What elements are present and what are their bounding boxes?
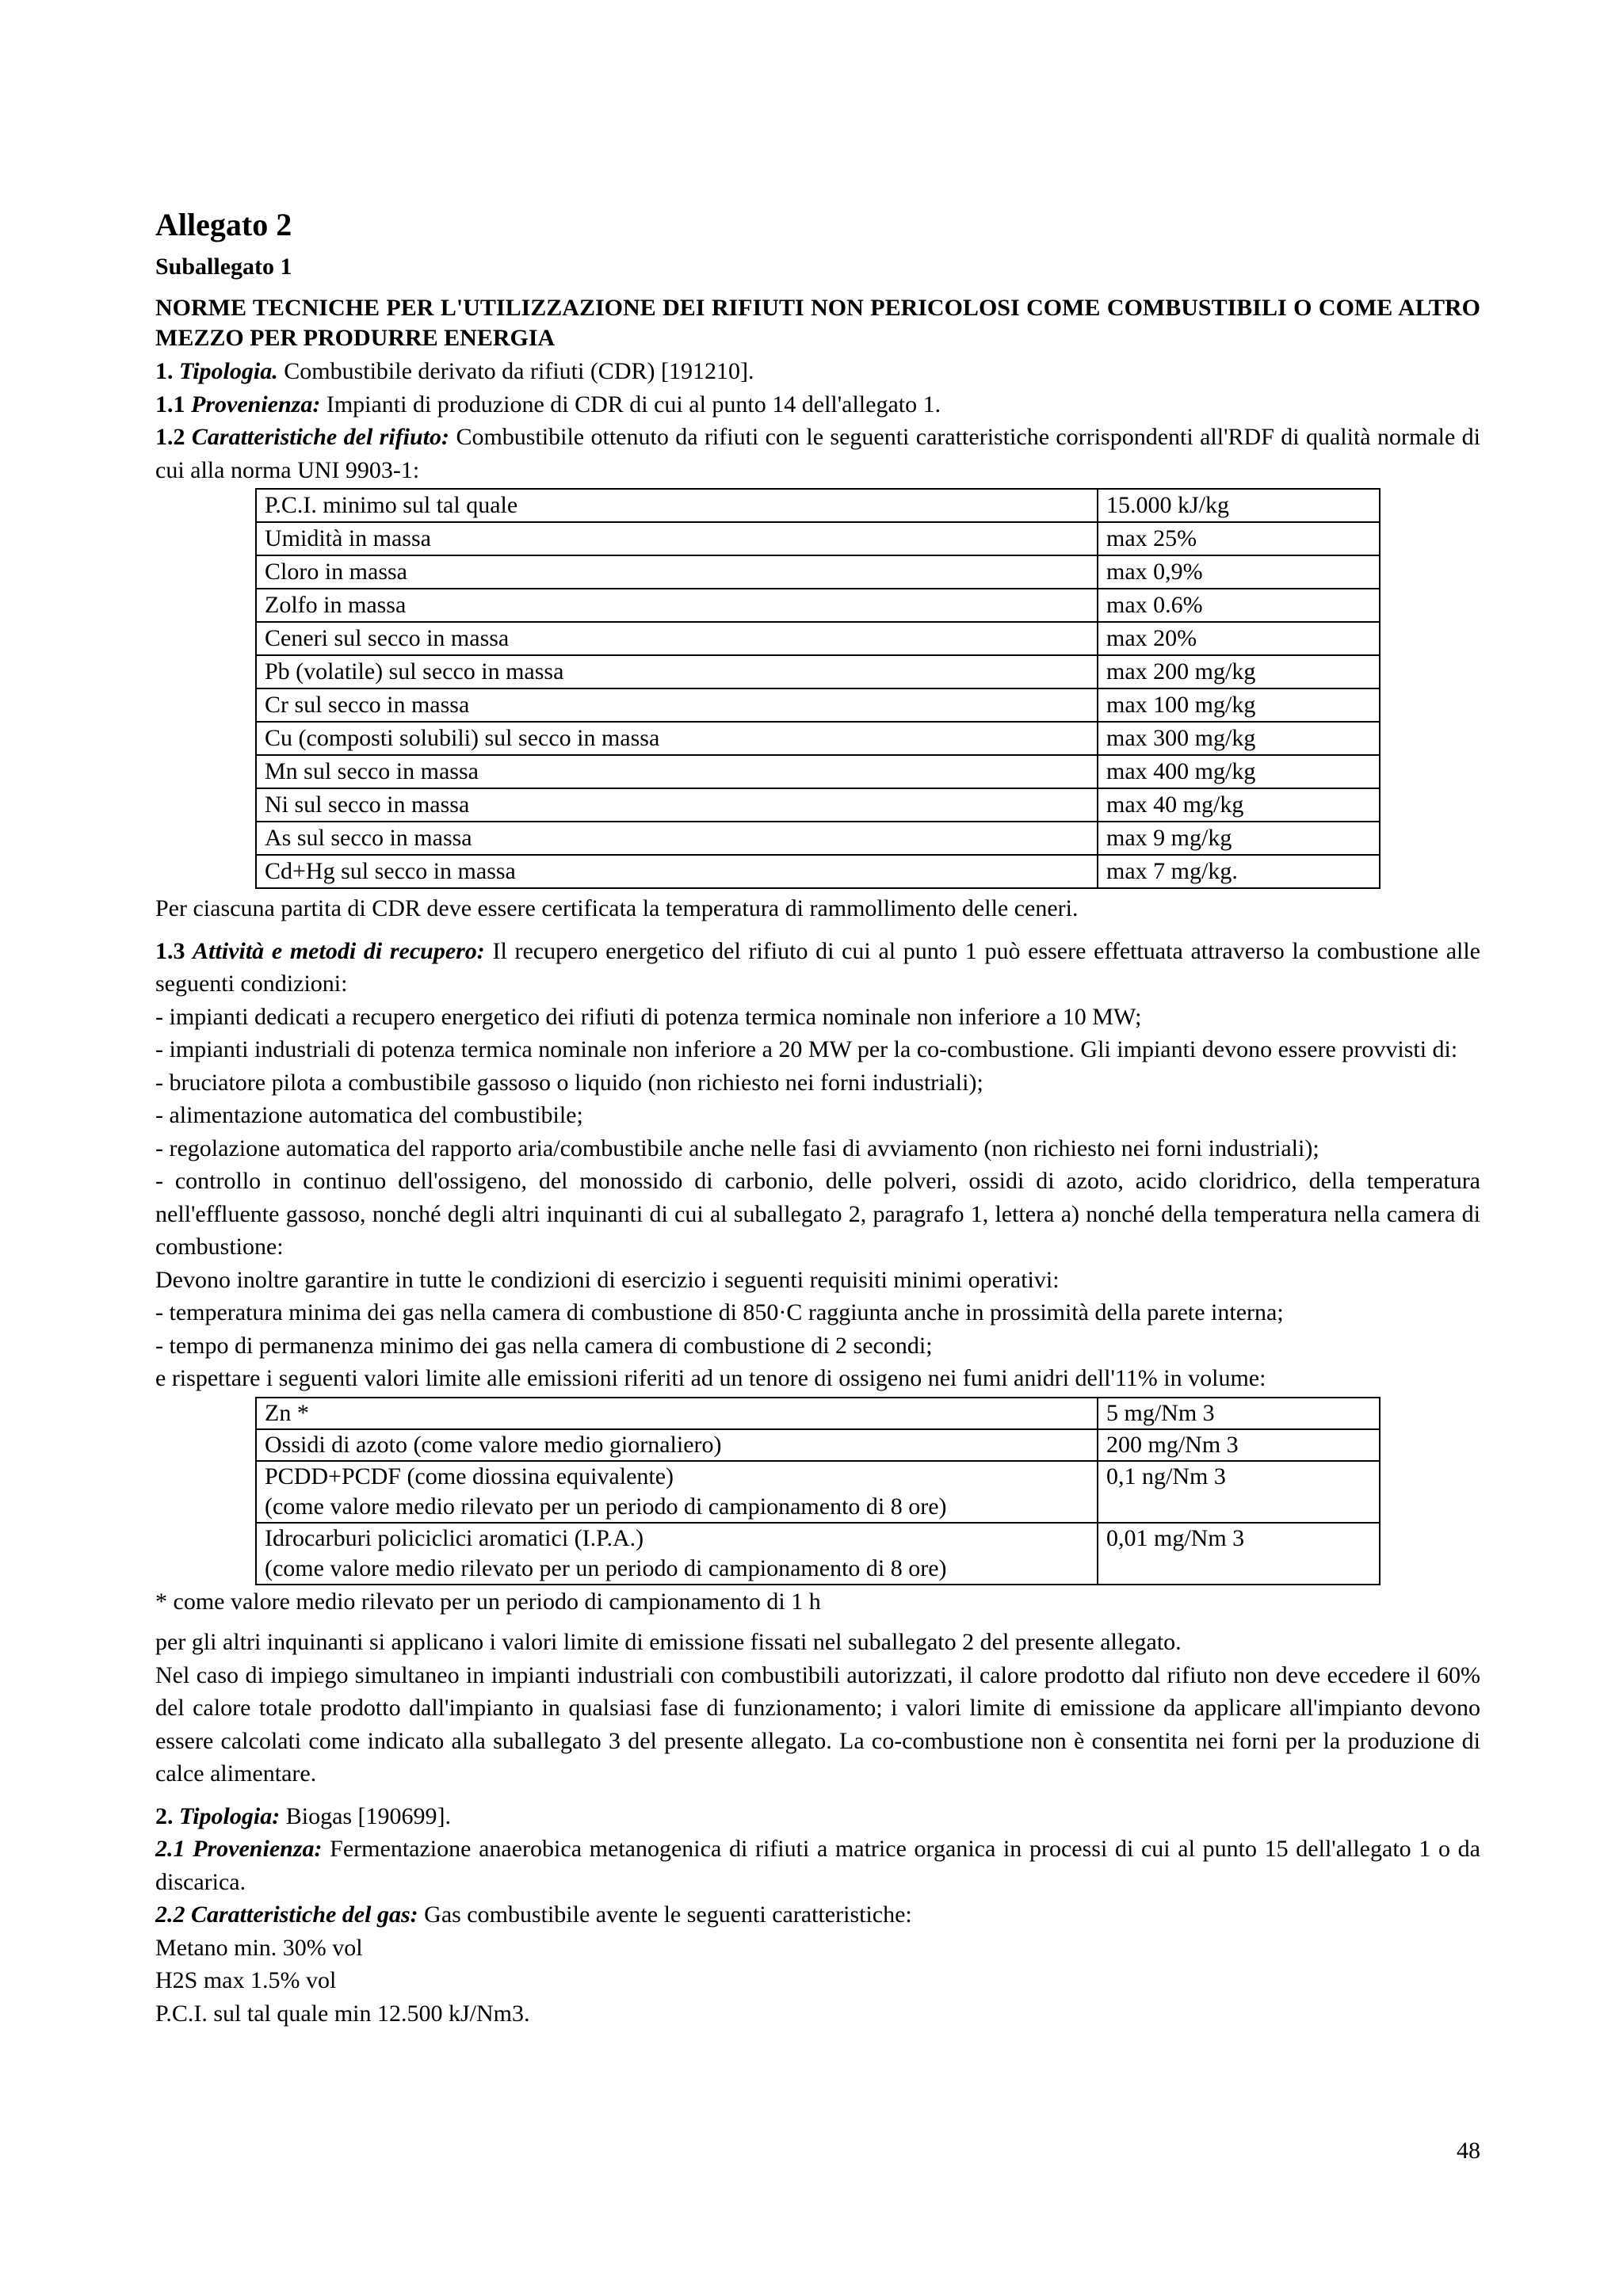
- limit-cell: 0,01 mg/Nm 3: [1098, 1523, 1380, 1585]
- paragraph: Nel caso di impiego simultaneo in impianti industriali con combustibili autorizzati, il calore prodotto dal rifiuto non deve eccedere il 60% del calore totale prodotto dall'impianto in qualsiasi fase di funzionamento; i valori limite di emissione da applicare all'impianto devono essere calcolati come indicato alla suballegato 3 del presente allegato. La co-combustione non è consentita nei forni per la produzione di calce alimentare.: [155, 1661, 1480, 1787]
- parameter-cell: Cloro in massa: [256, 555, 1098, 589]
- table-row: [256, 555, 1380, 589]
- condition-line: Devono inoltre garantire in tutte le condizioni di esercizio i seguenti requisiti minimi operativi:: [155, 1266, 1060, 1293]
- pollutant-cell: [256, 1429, 1098, 1461]
- condition-line: - tempo di permanenza minimo dei gas nella camera di combustione di 2 secondi;: [155, 1332, 933, 1359]
- pollutant-name: Idrocarburi policiclici aromatici (I.P.A.): [265, 1524, 644, 1551]
- parameter-cell: Mn sul secco in massa: [256, 755, 1098, 788]
- pollutant-cell: [256, 1461, 1098, 1523]
- condition-line: - temperatura minima dei gas nella camera di combustione di 850·C raggiunta anche in prossimità della parete interna;: [155, 1299, 1284, 1325]
- value-cell: max 100 mg/kg: [1098, 688, 1380, 722]
- section-2-2: 2.2 Caratteristiche del gas: Gas combustibile avente le seguenti caratteristiche:: [155, 1901, 912, 1928]
- value-cell: max 400 mg/kg: [1098, 755, 1380, 788]
- parameter-cell: Cr sul secco in massa: [256, 688, 1098, 722]
- allegato-heading: Allegato 2: [155, 207, 292, 242]
- condition-line: - impianti dedicati a recupero energetico dei rifiuti di potenza termica nominale non inferiore a 10 MW;: [155, 1003, 1142, 1030]
- table-row: [256, 489, 1380, 522]
- cdr-characteristics-table: [255, 488, 1381, 889]
- condition-line: - alimentazione automatica del combustibile;: [155, 1102, 583, 1128]
- pollutant-note: (come valore medio rilevato per un periodo di campionamento di 8 ore): [265, 1554, 947, 1581]
- pollutant-note: (come valore medio rilevato per un periodo di campionamento di 8 ore): [265, 1493, 947, 1520]
- gas-spec-line: H2S max 1.5% vol: [155, 1967, 337, 1993]
- table-row: [256, 655, 1380, 688]
- section-1-2: 1.2 Caratteristiche del rifiuto: Combustibile ottenuto da rifiuti con le seguenti caratteristiche corrispondenti all'RDF di qualità normale di cui alla norma UNI 9903-1:: [155, 424, 1481, 483]
- parameter-cell: Cu (composti solubili) sul secco in massa: [256, 722, 1098, 755]
- condition-line: - impianti industriali di potenza termica nominale non inferiore a 20 MW per la co-combustione. Gli impianti devono essere provvisti di:: [155, 1036, 1458, 1062]
- condition-line: - bruciatore pilota a combustibile gassoso o liquido (non richiesto nei forni industriali);: [155, 1069, 983, 1096]
- value-cell: max 25%: [1098, 522, 1380, 555]
- section-1: 1. Tipologia. Combustibile derivato da rifiuti (CDR) [191210].: [155, 358, 754, 384]
- value-cell: max 9 mg/kg: [1098, 822, 1380, 855]
- value-cell: 15.000 kJ/kg: [1098, 489, 1380, 522]
- limit-cell: 5 mg/Nm 3: [1098, 1398, 1380, 1429]
- conditions-list: [155, 1001, 1480, 1395]
- parameter-cell: Ni sul secco in massa: [256, 788, 1098, 822]
- gas-specs-list: [155, 1932, 1480, 2031]
- table2-footnote: * come valore medio rilevato per un periodo di campionamento di 1 h: [155, 1588, 821, 1615]
- section-2-1: 2.1 Provenienza: Fermentazione anaerobica metanogenica di rifiuti a matrice organica in processi di cui al punto 15 dell'allegato 1 o da discarica.: [155, 1836, 1480, 1895]
- table-row: [256, 1398, 1380, 1429]
- limit-cell: 200 mg/Nm 3: [1098, 1429, 1380, 1461]
- pollutant-name: Ossidi di azoto (come valore medio giornaliero): [265, 1431, 722, 1458]
- value-cell: max 300 mg/kg: [1098, 722, 1380, 755]
- emission-limits-table: [255, 1397, 1381, 1585]
- parameter-cell: Pb (volatile) sul secco in massa: [256, 655, 1098, 688]
- pollutant-cell: [256, 1398, 1098, 1429]
- pollutant-cell: [256, 1523, 1098, 1585]
- condition-line: - regolazione automatica del rapporto aria/combustibile anche nelle fasi di avviamento (non richiesto nei forni industriali);: [155, 1135, 1319, 1161]
- value-cell: max 7 mg/kg.: [1098, 855, 1380, 888]
- gas-spec-line: P.C.I. sul tal quale min 12.500 kJ/Nm3.: [155, 2000, 530, 2027]
- value-cell: max 20%: [1098, 622, 1380, 655]
- table-row: [256, 589, 1380, 622]
- section-2: 2. Tipologia: Biogas [190699].: [155, 1802, 452, 1829]
- value-cell: max 0,9%: [1098, 555, 1380, 589]
- parameter-cell: Umidità in massa: [256, 522, 1098, 555]
- table-row: [256, 1461, 1380, 1523]
- value-cell: max 0.6%: [1098, 589, 1380, 622]
- table-row: [256, 788, 1380, 822]
- parameter-cell: Zolfo in massa: [256, 589, 1098, 622]
- table-row: [256, 722, 1380, 755]
- table-row: [256, 822, 1380, 855]
- section-1-1: 1.1 Provenienza: Impianti di produzione di CDR di cui al punto 14 dell'allegato 1.: [155, 391, 941, 418]
- parameter-cell: As sul secco in massa: [256, 822, 1098, 855]
- table-row: [256, 1523, 1380, 1585]
- page-number: 48: [1457, 2138, 1480, 2164]
- value-cell: max 200 mg/kg: [1098, 655, 1380, 688]
- limit-cell: 0,1 ng/Nm 3: [1098, 1461, 1380, 1523]
- after-table1-text: Per ciascuna partita di CDR deve essere certificata la temperatura di rammollimento delle ceneri.: [155, 895, 1079, 921]
- table-row: [256, 622, 1380, 655]
- pollutant-name: Zn *: [265, 1399, 309, 1426]
- table-row: [256, 688, 1380, 722]
- suballegato-heading: Suballegato 1: [155, 254, 292, 280]
- table-row: [256, 1429, 1380, 1461]
- condition-line: - controllo in continuo dell'ossigeno, del monossido di carbonio, delle polveri, ossidi di azoto, acido cloridrico, della temperatura nell'effluente gassoso, nonché degli altri inquinanti di cui al suballegato 2, paragrafo 1, lettera a) nonché della temperatura nella camera di combustione:: [155, 1168, 1480, 1260]
- pollutant-name: PCDD+PCDF (come diossina equivalente): [265, 1463, 674, 1489]
- parameter-cell: Cd+Hg sul secco in massa: [256, 855, 1098, 888]
- table-row: [256, 522, 1380, 555]
- condition-line: e rispettare i seguenti valori limite alle emissioni riferiti ad un tenore di ossigeno nei fumi anidri dell'11% in volume:: [155, 1365, 1266, 1391]
- gas-spec-line: Metano min. 30% vol: [155, 1934, 363, 1961]
- value-cell: max 40 mg/kg: [1098, 788, 1380, 822]
- section-1-3: 1.3 Attività e metodi di recupero: Il recupero energetico del rifiuto di cui al punto 1 può essere effettuata attraverso la combustione alle seguenti condizioni:: [155, 937, 1480, 997]
- document-title: NORME TECNICHE PER L'UTILIZZAZIONE DEI RIFIUTI NON PERICOLOSI COME COMBUSTIBILI O COME ALTRO MEZZO PER PRODURRE ENERGIA: [155, 295, 1480, 351]
- table-row: [256, 755, 1380, 788]
- after-table2-text: [155, 1626, 1480, 1791]
- parameter-cell: P.C.I. minimo sul tal quale: [256, 489, 1098, 522]
- parameter-cell: Ceneri sul secco in massa: [256, 622, 1098, 655]
- document-page: [155, 204, 1480, 2030]
- table-row: [256, 855, 1380, 888]
- paragraph: per gli altri inquinanti si applicano i valori limite di emissione fissati nel suballegato 2 del presente allegato.: [155, 1629, 1182, 1655]
